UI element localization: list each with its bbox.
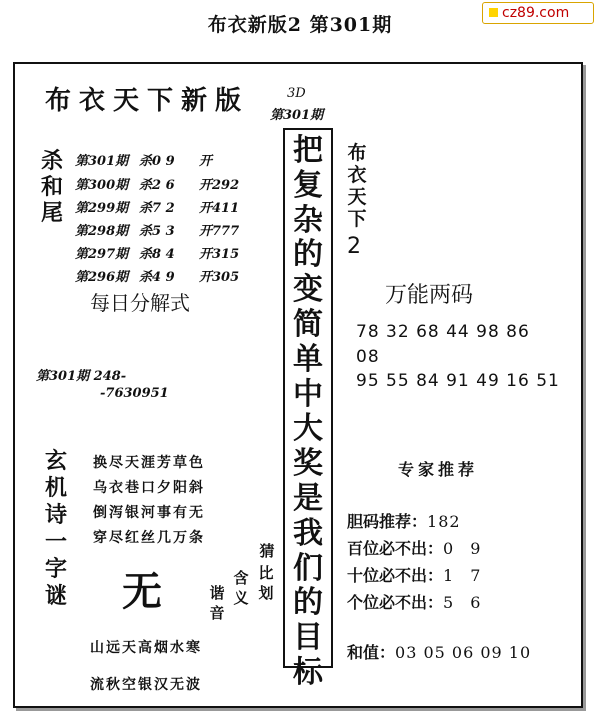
kill-row-issue: 第301期: [75, 154, 129, 169]
pick-value: 03 05 06 09 10: [395, 643, 532, 662]
riddle-label-char: 玄: [44, 448, 67, 474]
slogan-char: 大: [293, 411, 323, 447]
kill-row: [75, 220, 259, 239]
pick-value: 1 7: [443, 566, 487, 585]
daily-title: 每日分解式: [90, 291, 190, 315]
pick-row: [347, 509, 461, 532]
kill-row-open: 开305: [199, 270, 240, 285]
pick-row: [347, 590, 486, 613]
slogan-char: 们: [293, 550, 323, 586]
slogan-char: 中: [293, 376, 323, 412]
brand2-char: 布: [347, 142, 367, 164]
kill-label-char: 和: [40, 174, 63, 200]
expert-title: 专家推荐: [398, 460, 479, 479]
slogan-char: 简: [293, 306, 323, 342]
pick-row: [347, 640, 531, 663]
riddle-label-char: 一: [44, 529, 67, 555]
kill-row-open: 开777: [199, 224, 240, 239]
daily-formula-line1: 第301期 248-: [36, 369, 127, 384]
slogan-char: 变: [293, 272, 323, 308]
page-title: 布衣新版2 第301期: [207, 14, 393, 36]
kill-row-kill: 杀5 3: [139, 224, 175, 239]
slogan-char: 复: [293, 167, 323, 203]
kill-row: [75, 243, 259, 262]
pick-value: 5 6: [443, 593, 487, 612]
kill-row-issue: 第299期: [75, 201, 129, 216]
site-badge[interactable]: [482, 2, 594, 24]
pick-label: 百位必不出：: [347, 539, 444, 558]
slogan-char: 是: [293, 480, 323, 516]
brand-issue: 第301期: [270, 108, 324, 123]
slogan-char: 的: [293, 585, 323, 621]
brand2-char: 衣: [347, 164, 367, 186]
two-codes-line: 78 32 68 44 98 86: [356, 322, 530, 342]
kill-row-kill: 杀8 4: [139, 247, 175, 262]
center-slogan-box: [283, 128, 333, 690]
extra-poem-line: 流秋空银汉无波: [90, 677, 202, 693]
hint-char: 划: [258, 584, 274, 602]
slogan-char: 单: [293, 341, 323, 377]
kill-row-issue: 第297期: [75, 247, 129, 262]
slogan-char: 的: [293, 237, 323, 273]
slogan-char: 奖: [293, 446, 323, 482]
brand2-char: 天: [347, 186, 367, 208]
two-codes-line: 95 55 84 91 49 16 51: [356, 371, 560, 391]
kill-row-open: 开411: [199, 201, 240, 216]
daily-formula-line2: -7630951: [100, 386, 169, 401]
brand-title: 布衣天下新版: [45, 86, 250, 116]
kill-row-open: 开292: [199, 178, 240, 193]
riddle-answer: 无: [122, 568, 162, 615]
pick-label: 胆码推荐：: [347, 512, 428, 531]
riddle-label-char: 机: [44, 475, 67, 501]
kill-row-issue: 第298期: [75, 224, 129, 239]
kill-row: [75, 150, 259, 169]
pick-row: [347, 563, 486, 586]
kill-row-open: 开: [199, 154, 213, 169]
poem-line: 穿尽红丝几万条: [93, 530, 205, 546]
kill-row: [75, 174, 259, 193]
slogan-char: 目: [293, 620, 323, 656]
hint-char: 比: [258, 564, 274, 582]
riddle-label-char: 字: [44, 556, 67, 582]
kill-section-label: [38, 148, 66, 226]
riddle-label-char: 诗: [44, 502, 67, 528]
kill-row-kill: 杀0 9: [139, 154, 175, 169]
slogan-char: 标: [293, 654, 323, 690]
kill-label-char: 尾: [40, 200, 63, 226]
two-codes-title: 万能两码: [385, 283, 474, 308]
pick-row: [347, 536, 486, 559]
brand2-char: 下: [347, 208, 367, 230]
pick-label: 个位必不出：: [347, 593, 444, 612]
center-slogan: [285, 134, 331, 691]
hint-char: 猜: [259, 542, 275, 560]
riddle-label: [42, 448, 70, 610]
site-badge-text: cz89.com: [502, 5, 570, 21]
hint-char: 音: [209, 604, 225, 622]
kill-row: [75, 266, 259, 285]
kill-label-char: 杀: [40, 148, 63, 174]
two-codes-line: 08: [356, 347, 380, 367]
poem-line: 乌衣巷口夕阳斜: [93, 480, 205, 496]
badge-square-icon: [489, 8, 498, 17]
hint-char: 义: [233, 589, 249, 607]
kill-row-open: 开315: [199, 247, 240, 262]
kill-row-kill: 杀4 9: [139, 270, 175, 285]
pick-value: 0 9: [443, 539, 487, 558]
riddle-label-char: 谜: [44, 583, 67, 609]
kill-row: [75, 197, 259, 216]
slogan-char: 把: [293, 133, 323, 168]
kill-row-kill: 杀7 2: [139, 201, 175, 216]
poem-line: 倒泻银河事有无: [93, 505, 205, 521]
extra-poem-line: 山远天高烟水寒: [90, 640, 202, 656]
pick-value: 182: [427, 512, 461, 531]
hint-char: 谐: [209, 584, 225, 602]
pick-label: 和值：: [347, 643, 396, 662]
hint-char: 含: [233, 569, 249, 587]
kill-row-issue: 第300期: [75, 178, 129, 193]
slogan-char: 杂: [293, 202, 323, 238]
brand2-label: [343, 142, 371, 230]
brand2-number: 2: [347, 234, 361, 259]
brand-3d-tag: 3D: [287, 86, 306, 101]
slogan-char: 我: [293, 515, 323, 551]
kill-row-issue: 第296期: [75, 270, 129, 285]
kill-row-kill: 杀2 6: [139, 178, 175, 193]
pick-label: 十位必不出：: [347, 566, 444, 585]
poem-line: 换尽天涯芳草色: [93, 455, 205, 471]
